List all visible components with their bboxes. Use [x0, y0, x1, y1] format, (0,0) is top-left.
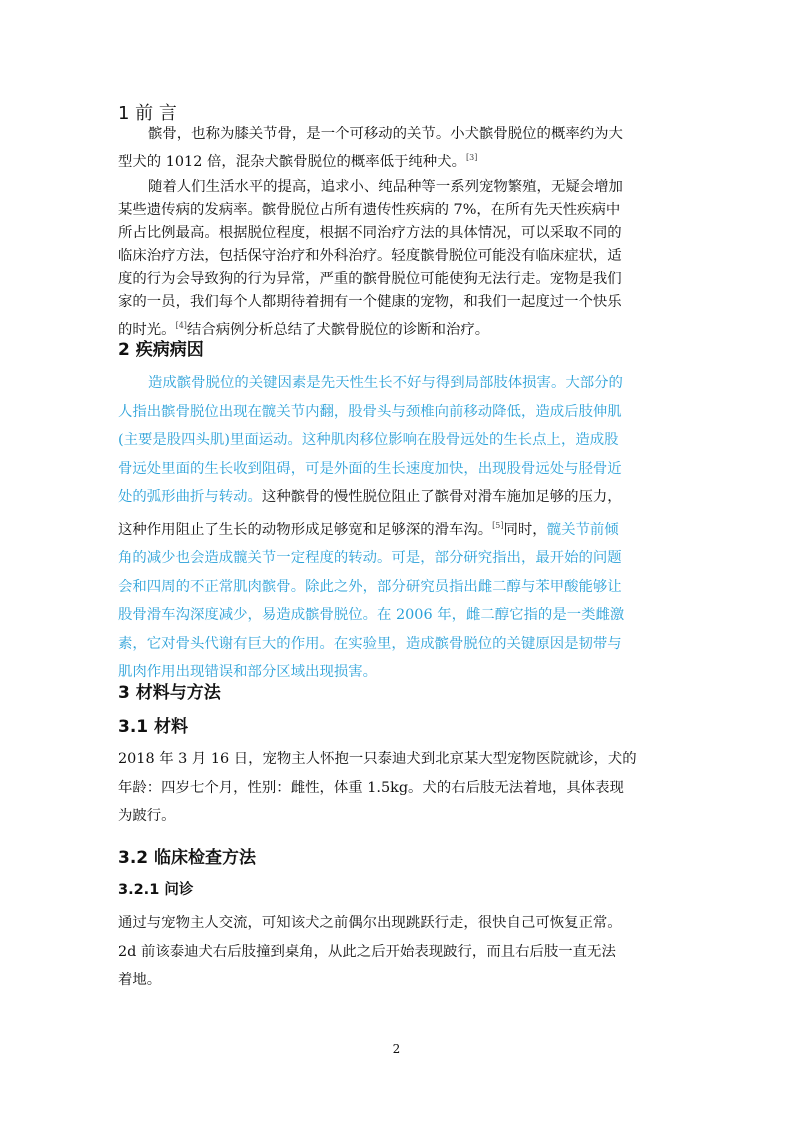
highlighted-text-line: 肌肉作用出现错误和部分区域出现损害。	[118, 664, 378, 680]
highlighted-text-line: 造成髌骨脱位的关键因素是先天性生长不好与得到局部肢体损害。大部分的	[148, 375, 623, 391]
highlighted-text-line: 素，它对骨头代谢有巨大的作用。在实验里，造成髌骨脱位的关键原因是韧带与	[118, 635, 622, 652]
text-line: 的时光。	[118, 322, 176, 338]
text-line: 结合病例分析总结了犬髌骨脱位的诊断和治疗。	[186, 322, 490, 338]
highlighted-text-line: 会和四周的不正常肌肉髌骨。除此之外，部分研究员指出雌二醇与苯甲酸能够让	[118, 578, 622, 595]
section-3-2-heading: 3.2 临床检查方法	[118, 848, 257, 868]
text-line: 随着人们生活水平的提高，追求小、纯品种等一系列宠物繁殖，无疑会增加	[148, 179, 623, 195]
text-line: 这种髌骨的慢性脱位阻止了髌骨对滑车施加足够的压力，	[261, 489, 622, 505]
text-line: 通过与宠物主人交流，可知该犬之前偶尔出现跳跃行走，很快自己可恢复正常。	[118, 915, 622, 931]
section-3-heading: 3 材料与方法	[118, 683, 221, 703]
text-line: 同时，	[503, 521, 547, 538]
highlighted-text-line: 角的减少也会造成髋关节一定程度的转动。可是，部分研究指出，最开始的问题	[118, 550, 622, 566]
text-line: 2018 年 3 月 16 日，宠物主人怀抱一只泰迪犬到北京某大型宠物医院就诊，犬的	[118, 751, 637, 767]
highlighted-text-line: 髋关节前倾	[546, 521, 619, 538]
text-line: 年龄：四岁七个月，性别：雌性，体重 1.5kg。犬的右后肢无法着地，具体表现	[118, 779, 624, 796]
text-line: 着地。	[118, 972, 162, 988]
section-3-2-1-heading: 3.2.1 问诊	[118, 882, 194, 898]
text-line: 度的行为会导致狗的行为异常，严重的髌骨脱位可能使狗无法行走。宠物是我们	[118, 271, 622, 287]
section-1-heading: 1 前 言	[118, 103, 177, 124]
text-line: 2d 前该泰迪犬右后肢撞到桌角，从此之后开始表现跛行，而且右后肢一直无法	[118, 943, 616, 960]
citation-ref: [5]	[492, 520, 504, 530]
text-line: 某些遗传病的发病率。髌骨脱位占所有遗传性疾病的 7%，在所有先天性疾病中	[118, 202, 621, 218]
text-line: 临床治疗方法，包括保守治疗和外科治疗。轻度髌骨脱位可能没有临床症状，适	[118, 248, 622, 264]
section-3-2-1-paragraph	[118, 909, 676, 995]
highlighted-text-line: 人指出髌骨脱位出现在髋关节内翻，股骨头与颈椎向前移动降低，造成后肢伸肌	[118, 403, 622, 420]
citation-ref: [4]	[175, 321, 187, 330]
text-line: 家的一员，我们每个人都期待着拥有一个健康的宠物，和我们一起度过一个快乐	[118, 294, 622, 310]
text-line: 所占比例最高。根据脱位程度，根据不同治疗方法的具体情况，可以采取不同的	[118, 225, 622, 241]
section-2-heading: 2 疾病病因	[118, 340, 204, 360]
text-line: 这种作用阻止了生长的动物形成足够宽和足够深的滑车沟。	[118, 521, 493, 538]
highlighted-text-line: 骨远处里面的生长收到阻碍，可是外面的生长速度加快，出现股骨远处与胫骨近	[118, 460, 622, 477]
page-number: 2	[392, 1042, 401, 1056]
text-line: 为跛行。	[118, 808, 176, 824]
highlighted-text-line: 股骨滑车沟深度减少，易造成髌骨脱位。在 2006 年，雌二醇它指的是一类雌激	[118, 607, 625, 623]
text-line: 型犬的 1012 倍，混杂犬髌骨脱位的概率低于纯种犬。	[118, 154, 466, 170]
highlighted-text-line: (主要是股四头肌)里面运动。这种肌肉移位影响在股骨远处的生长点上，造成股	[118, 432, 619, 448]
section-1-paragraph-2	[118, 176, 676, 342]
text-line: 髌骨，也称为膝关节骨，是一个可移动的关节。小犬髌骨脱位的概率约为大	[148, 126, 623, 142]
section-2-paragraph	[118, 369, 676, 687]
section-1-paragraph-1	[118, 123, 676, 174]
highlighted-text-line: 处的弧形曲折与转动。	[118, 489, 262, 505]
section-3-1-paragraph	[118, 745, 676, 831]
citation-ref: [3]	[465, 153, 478, 162]
section-3-1-heading: 3.1 材料	[118, 717, 189, 737]
